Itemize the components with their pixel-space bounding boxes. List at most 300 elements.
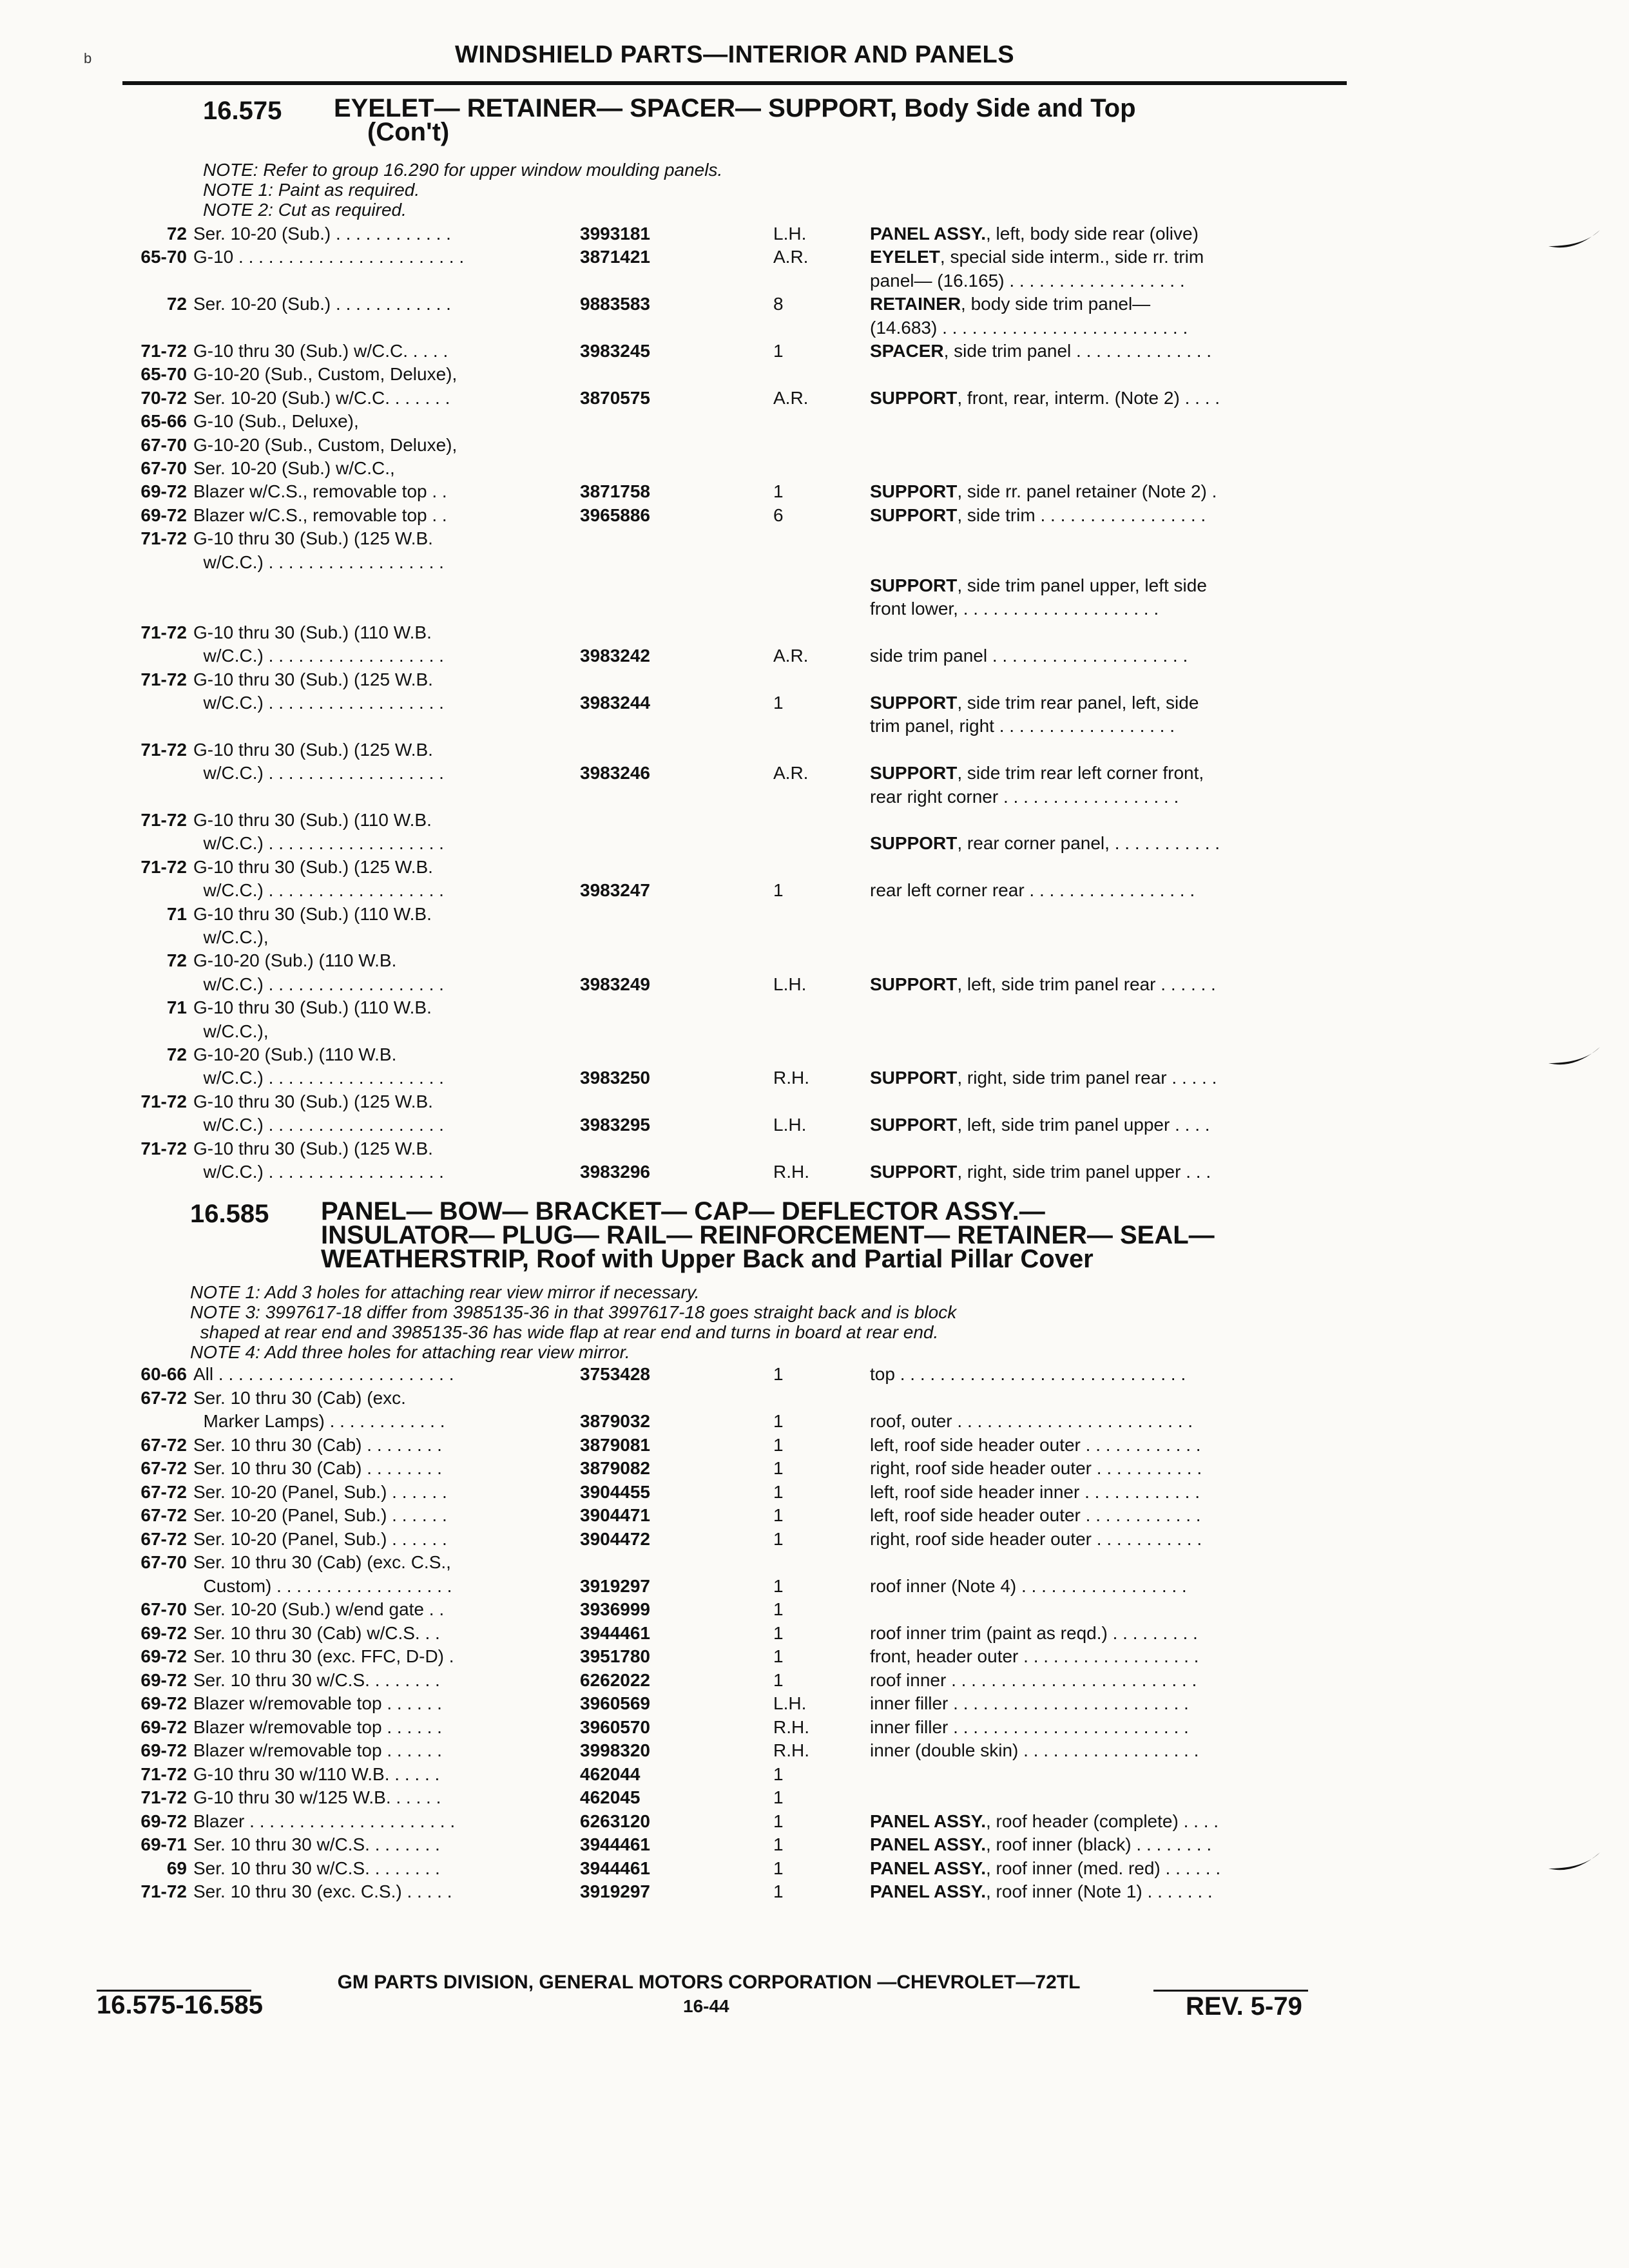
model-year: 71-72 bbox=[140, 1787, 187, 1807]
quantity: 1 bbox=[773, 1481, 784, 1502]
model-description: Ser. 10 thru 30 (Cab) . . . . . . . . bbox=[193, 1458, 442, 1478]
part-description bbox=[870, 271, 1398, 291]
part-description bbox=[870, 1162, 1398, 1182]
model-year: 69 bbox=[166, 1858, 187, 1878]
part-detail: , special side interm., side rr. trim bbox=[940, 247, 1204, 267]
model-description: Ser. 10-20 (Sub.) . . . . . . . . . . . . bbox=[193, 224, 451, 244]
part-detail: , left, side trim panel rear . . . . . . bbox=[957, 974, 1216, 994]
note-line: NOTE: Refer to group 16.290 for upper window moulding panels. bbox=[203, 160, 723, 180]
model-year: 67-70 bbox=[140, 434, 187, 455]
part-description bbox=[870, 881, 1398, 900]
model-year: 69-72 bbox=[140, 505, 187, 525]
model-description: G-10 thru 30 (Sub.) (110 W.B. bbox=[193, 622, 432, 642]
footer-division bbox=[97, 1972, 1321, 1994]
quantity: R.H. bbox=[773, 1740, 809, 1760]
model-year: 71-72 bbox=[140, 1091, 187, 1111]
part-description bbox=[870, 1812, 1398, 1831]
part-number: 3936999 bbox=[580, 1599, 651, 1619]
section-number: 16.585 bbox=[190, 1200, 269, 1228]
part-description bbox=[870, 834, 1398, 853]
quantity: R.H. bbox=[773, 1162, 809, 1182]
model-description: Blazer w/C.S., removable top . . bbox=[193, 481, 447, 502]
model-description: G-10-20 (Sub.) (110 W.B. bbox=[193, 1044, 397, 1064]
part-detail: side trim panel . . . . . . . . . . . . . . . . . . . . bbox=[870, 646, 1188, 666]
part-detail: right, roof side header outer . . . . . . . . . . . bbox=[870, 1528, 1202, 1549]
part-name: SUPPORT bbox=[870, 1162, 958, 1182]
model-year: 65-70 bbox=[140, 364, 187, 385]
part-detail: inner filler . . . . . . . . . . . . . . . . . . . . . . . . bbox=[870, 1693, 1189, 1713]
model-year: 69-72 bbox=[140, 1646, 187, 1666]
quantity: 1 bbox=[773, 1858, 784, 1878]
part-description bbox=[870, 693, 1398, 713]
part-number: 3871758 bbox=[580, 481, 651, 502]
part-detail: , body side trim panel— bbox=[961, 294, 1151, 314]
part-number: 3998320 bbox=[580, 1740, 651, 1760]
section-title bbox=[321, 1197, 1215, 1273]
model-description: G-10 thru 30 (Sub.) (125 W.B. bbox=[193, 1138, 433, 1158]
quantity: 1 bbox=[773, 1787, 784, 1807]
model-description: G-10-20 (Sub., Custom, Deluxe), bbox=[193, 364, 458, 385]
part-description bbox=[870, 1436, 1398, 1455]
model-description: All . . . . . . . . . . . . . . . . . . . . . . . . bbox=[193, 1364, 454, 1384]
model-year: 71 bbox=[166, 903, 187, 924]
part-detail: , side trim rear panel, left, side bbox=[957, 693, 1199, 713]
part-detail: roof inner trim (paint as reqd.) . . . . . . . . . bbox=[870, 1622, 1198, 1643]
part-name: PANEL ASSY. bbox=[870, 1858, 986, 1878]
quantity: 1 bbox=[773, 1599, 784, 1619]
part-number: 6262022 bbox=[580, 1669, 651, 1690]
part-detail: , right, side trim panel rear . . . . . bbox=[957, 1068, 1217, 1088]
part-name: SUPPORT bbox=[870, 387, 958, 408]
part-number: 3904472 bbox=[580, 1528, 651, 1549]
model-year: 69-72 bbox=[140, 1740, 187, 1760]
quantity: A.R. bbox=[773, 763, 809, 783]
part-number: 3871421 bbox=[580, 247, 651, 267]
part-number: 6263120 bbox=[580, 1811, 651, 1831]
page-number: 16-44 bbox=[683, 1996, 729, 2016]
part-detail: , left, body side rear (olive) bbox=[985, 224, 1199, 244]
part-description bbox=[870, 1741, 1398, 1760]
model-description: Ser. 10 thru 30 (exc. FFC, D-D) . bbox=[193, 1646, 454, 1666]
model-description: w/C.C.) . . . . . . . . . . . . . . . . . . bbox=[193, 763, 444, 783]
part-detail: roof, outer . . . . . . . . . . . . . . . . . . . . . . . . bbox=[870, 1411, 1193, 1431]
part-description bbox=[870, 576, 1398, 595]
section-notes bbox=[203, 160, 722, 220]
model-year: 67-72 bbox=[140, 1387, 187, 1408]
model-year: 67-72 bbox=[140, 1528, 187, 1549]
part-number: 3983249 bbox=[580, 974, 651, 994]
binder-mark-bottom bbox=[1545, 1849, 1603, 1875]
part-description bbox=[870, 1835, 1398, 1854]
part-description bbox=[870, 646, 1398, 666]
part-description bbox=[870, 1459, 1398, 1478]
model-description: w/C.C.), bbox=[193, 1021, 269, 1041]
part-description bbox=[870, 1530, 1398, 1549]
model-description: G-10 thru 30 (Sub.) (125 W.B. bbox=[193, 528, 433, 549]
model-year: 72 bbox=[166, 294, 187, 314]
part-name: SUPPORT bbox=[870, 833, 958, 854]
part-detail: , roof header (complete) . . . . bbox=[985, 1811, 1219, 1831]
model-year: 72 bbox=[166, 224, 187, 244]
part-name: RETAINER bbox=[870, 294, 961, 314]
model-description: Ser. 10-20 (Panel, Sub.) . . . . . . bbox=[193, 1481, 447, 1502]
part-name: SUPPORT bbox=[870, 974, 958, 994]
part-detail: , side trim rear left corner front, bbox=[957, 763, 1204, 783]
model-description: w/C.C.) . . . . . . . . . . . . . . . . . . bbox=[193, 833, 444, 854]
model-description: Blazer w/removable top . . . . . . bbox=[193, 1716, 442, 1737]
part-number: 3944461 bbox=[580, 1622, 651, 1643]
quantity: L.H. bbox=[773, 1693, 807, 1713]
model-year: 65-70 bbox=[140, 247, 187, 267]
model-description: Blazer w/removable top . . . . . . bbox=[193, 1740, 442, 1760]
part-number: 3983295 bbox=[580, 1115, 651, 1135]
model-year: 69-72 bbox=[140, 1669, 187, 1690]
part-detail: , rear corner panel, . . . . . . . . . . . bbox=[957, 833, 1220, 854]
part-detail: roof inner . . . . . . . . . . . . . . . . . . . . . . . . . bbox=[870, 1669, 1197, 1690]
model-description: w/C.C.) . . . . . . . . . . . . . . . . . . bbox=[193, 880, 444, 901]
model-year: 71-72 bbox=[140, 669, 187, 689]
model-description: Ser. 10 thru 30 (Cab) (exc. bbox=[193, 1387, 406, 1408]
part-number: 3879082 bbox=[580, 1458, 651, 1478]
model-year: 67-70 bbox=[140, 458, 187, 478]
model-description: G-10 thru 30 (Sub.) (125 W.B. bbox=[193, 1091, 433, 1111]
part-name: SUPPORT bbox=[870, 505, 958, 525]
part-description bbox=[870, 318, 1398, 338]
part-name: SUPPORT bbox=[870, 575, 958, 595]
note-line: NOTE 2: Cut as required. bbox=[203, 200, 407, 220]
part-detail: panel— (16.165) . . . . . . . . . . . . . . . . . . bbox=[870, 270, 1185, 291]
model-description: G-10 thru 30 (Sub.) (110 W.B. bbox=[193, 903, 432, 924]
quantity: A.R. bbox=[773, 387, 809, 408]
quantity: 1 bbox=[773, 1669, 784, 1690]
quantity: 1 bbox=[773, 1575, 784, 1596]
model-description: Ser. 10 thru 30 (Cab) . . . . . . . . bbox=[193, 1434, 442, 1455]
quantity: 1 bbox=[773, 1811, 784, 1831]
quantity: R.H. bbox=[773, 1068, 809, 1088]
section-number: 16.575 bbox=[203, 97, 282, 125]
part-description bbox=[870, 975, 1398, 994]
part-description bbox=[870, 1412, 1398, 1431]
part-name: SPACER bbox=[870, 341, 944, 361]
part-number: 3983250 bbox=[580, 1068, 651, 1088]
model-description: w/C.C.), bbox=[193, 927, 269, 947]
part-number: 3983296 bbox=[580, 1162, 651, 1182]
quantity: 1 bbox=[773, 1622, 784, 1643]
part-description bbox=[870, 1718, 1398, 1737]
note-line: NOTE 3: 3997617-18 differ from 3985135-36 in that 3997617-18 goes straight back and is block bbox=[190, 1302, 957, 1322]
quantity: 1 bbox=[773, 1364, 784, 1384]
model-year: 72 bbox=[166, 950, 187, 971]
part-number: 3870575 bbox=[580, 387, 651, 408]
model-year: 67-70 bbox=[140, 1599, 187, 1619]
model-description: w/C.C.) . . . . . . . . . . . . . . . . . . bbox=[193, 1115, 444, 1135]
model-description: w/C.C.) . . . . . . . . . . . . . . . . . . bbox=[193, 552, 444, 572]
model-description: G-10 . . . . . . . . . . . . . . . . . . . . . . . bbox=[193, 247, 465, 267]
part-description bbox=[870, 1882, 1398, 1901]
part-number: 3965886 bbox=[580, 505, 651, 525]
part-number: 3944461 bbox=[580, 1834, 651, 1854]
part-description bbox=[870, 716, 1398, 736]
model-year: 71-72 bbox=[140, 341, 187, 361]
part-detail: , side trim . . . . . . . . . . . . . . . . . bbox=[957, 505, 1206, 525]
binder-mark-top bbox=[1545, 227, 1603, 253]
model-description: G-10-20 (Sub.) (110 W.B. bbox=[193, 950, 397, 971]
model-description: w/C.C.) . . . . . . . . . . . . . . . . . . bbox=[193, 974, 444, 994]
part-name: PANEL ASSY. bbox=[870, 224, 986, 244]
part-description bbox=[870, 482, 1398, 501]
part-number: 3983246 bbox=[580, 763, 651, 783]
part-number: 3983245 bbox=[580, 341, 651, 361]
part-detail: inner (double skin) . . . . . . . . . . . . . . . . . . bbox=[870, 1740, 1199, 1760]
quantity: 1 bbox=[773, 481, 784, 502]
quantity: 1 bbox=[773, 1505, 784, 1525]
model-year: 60-66 bbox=[140, 1364, 187, 1384]
model-description: G-10 thru 30 (Sub.) (125 W.B. bbox=[193, 669, 433, 689]
part-detail: trim panel, right . . . . . . . . . . . . . . . . . . bbox=[870, 716, 1175, 736]
quantity: 1 bbox=[773, 1646, 784, 1666]
part-description bbox=[870, 787, 1398, 807]
model-year: 69-71 bbox=[140, 1834, 187, 1854]
part-description bbox=[870, 506, 1398, 525]
section-title-line: (Con't) bbox=[367, 118, 450, 146]
part-detail: (14.683) . . . . . . . . . . . . . . . . . . . . . . . . . bbox=[870, 317, 1188, 338]
part-name: EYELET bbox=[870, 247, 940, 267]
note-line: NOTE 4: Add three holes for attaching rear view mirror. bbox=[190, 1342, 630, 1362]
quantity: 1 bbox=[773, 1411, 784, 1431]
model-description: G-10 thru 30 w/125 W.B. . . . . . bbox=[193, 1787, 441, 1807]
part-description bbox=[870, 1365, 1398, 1384]
part-detail: , left, side trim panel upper . . . . bbox=[957, 1115, 1210, 1135]
model-description: Ser. 10-20 (Sub.) w/C.C., bbox=[193, 458, 395, 478]
part-detail: , front, rear, interm. (Note 2) . . . . bbox=[957, 387, 1220, 408]
part-number: 462045 bbox=[580, 1787, 641, 1807]
part-number: 3904471 bbox=[580, 1505, 651, 1525]
model-description: Blazer w/C.S., removable top . . bbox=[193, 505, 447, 525]
model-description: G-10 thru 30 (Sub.) w/C.C. . . . . bbox=[193, 341, 448, 361]
model-year: 69-72 bbox=[140, 1693, 187, 1713]
model-description: G-10 thru 30 (Sub.) (110 W.B. bbox=[193, 810, 432, 830]
part-description bbox=[870, 1068, 1398, 1088]
part-detail: , side trim panel . . . . . . . . . . . . . . bbox=[943, 341, 1212, 361]
model-description: G-10 thru 30 (Sub.) (125 W.B. bbox=[193, 856, 433, 877]
model-description: G-10 thru 30 w/110 W.B. . . . . . bbox=[193, 1763, 440, 1784]
part-name: PANEL ASSY. bbox=[870, 1834, 986, 1854]
model-year: 71-72 bbox=[140, 1881, 187, 1901]
model-description: w/C.C.) . . . . . . . . . . . . . . . . . . bbox=[193, 1068, 444, 1088]
model-year: 71-72 bbox=[140, 856, 187, 877]
quantity: L.H. bbox=[773, 1115, 807, 1135]
model-year: 67-70 bbox=[140, 1552, 187, 1572]
model-description: Ser. 10 thru 30 (Cab) w/C.S. . . bbox=[193, 1622, 440, 1643]
model-description: G-10 (Sub., Deluxe), bbox=[193, 411, 359, 432]
model-description: G-10 thru 30 (Sub.) (125 W.B. bbox=[193, 739, 433, 760]
model-description: Blazer . . . . . . . . . . . . . . . . . . . . . bbox=[193, 1811, 456, 1831]
model-description: Ser. 10-20 (Panel, Sub.) . . . . . . bbox=[193, 1505, 447, 1525]
part-description bbox=[870, 1577, 1398, 1596]
model-year: 67-72 bbox=[140, 1434, 187, 1455]
quantity: 1 bbox=[773, 880, 784, 901]
part-name: SUPPORT bbox=[870, 693, 958, 713]
part-number: 9883583 bbox=[580, 294, 651, 314]
part-name: PANEL ASSY. bbox=[870, 1881, 986, 1901]
model-description: w/C.C.) . . . . . . . . . . . . . . . . . . bbox=[193, 1162, 444, 1182]
model-year: 71-72 bbox=[140, 1763, 187, 1784]
part-detail: front lower, . . . . . . . . . . . . . . . . . . . . bbox=[870, 599, 1159, 619]
quantity: 1 bbox=[773, 1881, 784, 1901]
part-detail: , roof inner (black) . . . . . . . . bbox=[985, 1834, 1212, 1854]
part-description bbox=[870, 764, 1398, 783]
section-title-line: EYELET— RETAINER— SPACER— SUPPORT, Body Side and Top bbox=[334, 94, 1136, 122]
quantity: L.H. bbox=[773, 974, 807, 994]
part-detail: roof inner (Note 4) . . . . . . . . . . . . . . . . . bbox=[870, 1575, 1187, 1596]
binder-mark-middle bbox=[1545, 1044, 1603, 1070]
page-header bbox=[122, 28, 1347, 85]
part-description bbox=[870, 224, 1398, 244]
part-detail: left, roof side header inner . . . . . . . . . . . . bbox=[870, 1481, 1200, 1502]
quantity: A.R. bbox=[773, 247, 809, 267]
model-year: 67-72 bbox=[140, 1481, 187, 1502]
model-year: 67-72 bbox=[140, 1505, 187, 1525]
model-description: Ser. 10 thru 30 (exc. C.S.) . . . . . bbox=[193, 1881, 452, 1901]
part-detail: rear left corner rear . . . . . . . . . . . . . . . . . bbox=[870, 880, 1195, 901]
model-year: 71 bbox=[166, 997, 187, 1018]
model-year: 72 bbox=[166, 1044, 187, 1064]
model-description: Marker Lamps) . . . . . . . . . . . . bbox=[193, 1411, 445, 1431]
part-description bbox=[870, 1671, 1398, 1690]
model-year: 71-72 bbox=[140, 810, 187, 830]
part-detail: top . . . . . . . . . . . . . . . . . . . . . . . . . . . . . bbox=[870, 1364, 1186, 1384]
model-description: Ser. 10-20 (Sub.) . . . . . . . . . . . . bbox=[193, 294, 451, 314]
part-detail: rear right corner . . . . . . . . . . . . . . . . . . bbox=[870, 786, 1179, 807]
revision: REV. 5-79 bbox=[1186, 1992, 1302, 2021]
model-year: 69-72 bbox=[140, 1716, 187, 1737]
quantity: 1 bbox=[773, 1528, 784, 1549]
part-name: SUPPORT bbox=[870, 1068, 958, 1088]
model-description: Ser. 10 thru 30 w/C.S. . . . . . . . bbox=[193, 1669, 440, 1690]
section-title-line: PANEL— BOW— BRACKET— CAP— DEFLECTOR ASSY.— bbox=[321, 1197, 1045, 1225]
part-number: 3960569 bbox=[580, 1693, 651, 1713]
part-number: 3993181 bbox=[580, 224, 651, 244]
part-detail: left, roof side header outer . . . . . . . . . . . . bbox=[870, 1434, 1201, 1455]
part-description bbox=[870, 1694, 1398, 1713]
quantity: 1 bbox=[773, 1834, 784, 1854]
model-year: 67-72 bbox=[140, 1458, 187, 1478]
note-line: NOTE 1: Paint as required. bbox=[203, 180, 420, 200]
part-name: SUPPORT bbox=[870, 481, 958, 502]
model-description: Ser. 10-20 (Sub.) w/C.C. . . . . . . bbox=[193, 387, 450, 408]
model-description: Ser. 10 thru 30 (Cab) (exc. C.S., bbox=[193, 1552, 451, 1572]
part-number: 3983242 bbox=[580, 646, 651, 666]
part-description bbox=[870, 389, 1398, 408]
section-title bbox=[334, 94, 1136, 146]
note-line: NOTE 1: Add 3 holes for attaching rear view mirror if necessary. bbox=[190, 1282, 700, 1302]
quantity: 8 bbox=[773, 294, 784, 314]
part-detail: inner filler . . . . . . . . . . . . . . . . . . . . . . . . bbox=[870, 1716, 1189, 1737]
part-number: 3960570 bbox=[580, 1716, 651, 1737]
part-description bbox=[870, 1115, 1398, 1135]
part-detail: , roof inner (Note 1) . . . . . . . bbox=[985, 1881, 1213, 1901]
part-detail: , right, side trim panel upper . . . bbox=[957, 1162, 1211, 1182]
model-description: Blazer w/removable top . . . . . . bbox=[193, 1693, 442, 1713]
part-name: PANEL ASSY. bbox=[870, 1811, 986, 1831]
model-description: Ser. 10 thru 30 w/C.S. . . . . . . . bbox=[193, 1834, 440, 1854]
part-detail: , side trim panel upper, left side bbox=[957, 575, 1207, 595]
model-description: G-10 thru 30 (Sub.) (110 W.B. bbox=[193, 997, 432, 1018]
quantity: 1 bbox=[773, 1458, 784, 1478]
part-name: SUPPORT bbox=[870, 1115, 958, 1135]
model-description: Ser. 10-20 (Panel, Sub.) . . . . . . bbox=[193, 1528, 447, 1549]
section-title-line: INSULATOR— PLUG— RAIL— REINFORCEMENT— RETAINER— SEAL— bbox=[321, 1221, 1215, 1249]
model-year: 71-72 bbox=[140, 622, 187, 642]
section-notes bbox=[190, 1282, 956, 1362]
model-year: 65-66 bbox=[140, 411, 187, 432]
part-detail: , roof inner (med. red) . . . . . . bbox=[985, 1858, 1221, 1878]
quantity: 6 bbox=[773, 505, 784, 525]
model-year: 71-72 bbox=[140, 739, 187, 760]
part-number: 3951780 bbox=[580, 1646, 651, 1666]
page-title: WINDSHIELD PARTS—INTERIOR AND PANELS bbox=[454, 41, 1015, 68]
group-range: 16.575-16.585 bbox=[97, 1991, 264, 2019]
part-detail: front, header outer . . . . . . . . . . . . . . . . . . bbox=[870, 1646, 1199, 1666]
model-description: w/C.C.) . . . . . . . . . . . . . . . . . . bbox=[193, 646, 444, 666]
part-description bbox=[870, 247, 1398, 267]
quantity: A.R. bbox=[773, 646, 809, 666]
part-description bbox=[870, 341, 1398, 361]
part-description bbox=[870, 1859, 1398, 1878]
section-title-line: WEATHERSTRIP, Roof with Upper Back and Partial Pillar Cover bbox=[321, 1245, 1094, 1273]
note-line: shaped at rear end and 3985135-36 has wide flap at rear end and turns in board at rear end. bbox=[190, 1322, 939, 1342]
part-number: 3944461 bbox=[580, 1858, 651, 1878]
quantity: 1 bbox=[773, 693, 784, 713]
model-year: 69-72 bbox=[140, 1811, 187, 1831]
model-description: Ser. 10 thru 30 w/C.S. . . . . . . . bbox=[193, 1858, 440, 1878]
quantity: 1 bbox=[773, 341, 784, 361]
part-number: 3879032 bbox=[580, 1411, 651, 1431]
model-year: 69-72 bbox=[140, 481, 187, 502]
model-year: 69-72 bbox=[140, 1622, 187, 1643]
footer-division-text: GM PARTS DIVISION, GENERAL MOTORS CORPORATION —CHEVROLET—72TL bbox=[337, 1972, 1081, 1993]
part-description bbox=[870, 1624, 1398, 1643]
quantity: R.H. bbox=[773, 1716, 809, 1737]
model-year: 70-72 bbox=[140, 387, 187, 408]
part-number: 3919297 bbox=[580, 1881, 651, 1901]
corner-mark: b bbox=[84, 50, 92, 66]
part-number: 462044 bbox=[580, 1763, 641, 1784]
part-number: 3879081 bbox=[580, 1434, 651, 1455]
part-number: 3904455 bbox=[580, 1481, 651, 1502]
part-description bbox=[870, 1506, 1398, 1525]
part-number: 3983247 bbox=[580, 880, 651, 901]
part-number: 3753428 bbox=[580, 1364, 651, 1384]
model-year: 71-72 bbox=[140, 1138, 187, 1158]
part-detail: , side rr. panel retainer (Note 2) . bbox=[957, 481, 1217, 502]
model-description: Custom) . . . . . . . . . . . . . . . . . . bbox=[193, 1575, 452, 1596]
model-description: G-10-20 (Sub., Custom, Deluxe), bbox=[193, 434, 458, 455]
part-detail: left, roof side header outer . . . . . . . . . . . . bbox=[870, 1505, 1201, 1525]
part-detail: right, roof side header outer . . . . . . . . . . . bbox=[870, 1458, 1202, 1478]
part-description bbox=[870, 1483, 1398, 1502]
part-number: 3983244 bbox=[580, 693, 651, 713]
part-name: SUPPORT bbox=[870, 763, 958, 783]
part-description bbox=[870, 599, 1398, 619]
part-description bbox=[870, 294, 1398, 314]
quantity: L.H. bbox=[773, 224, 807, 244]
model-year: 71-72 bbox=[140, 528, 187, 549]
model-description: w/C.C.) . . . . . . . . . . . . . . . . . . bbox=[193, 693, 444, 713]
quantity: 1 bbox=[773, 1763, 784, 1784]
model-description: Ser. 10-20 (Sub.) w/end gate . . bbox=[193, 1599, 445, 1619]
part-number: 3919297 bbox=[580, 1575, 651, 1596]
